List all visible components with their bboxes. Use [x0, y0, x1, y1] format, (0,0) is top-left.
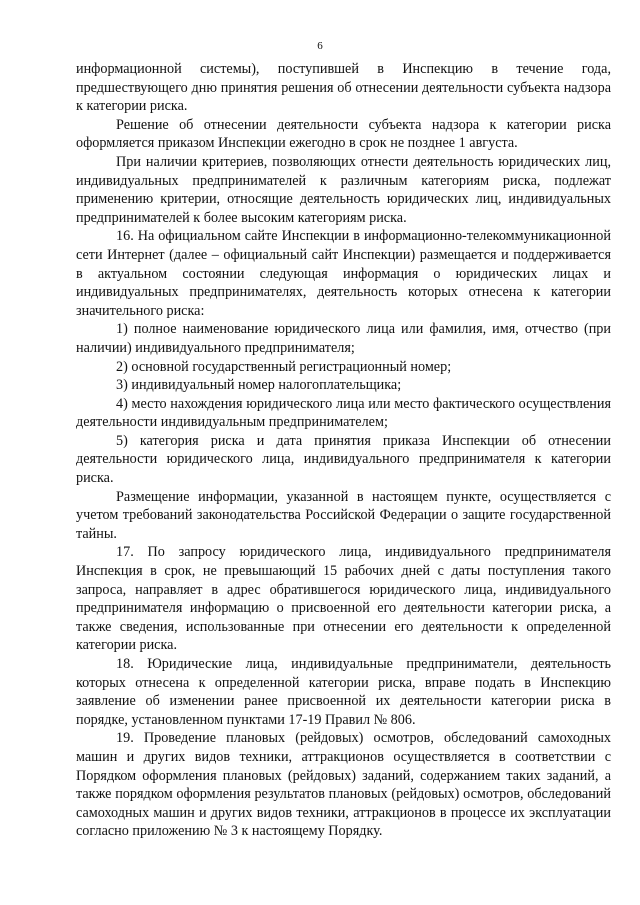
paragraph-risk-decision: Решение об отнесении деятельности субъекта надзора к категории риска оформляется приказом Инспекции ежегодно в срок не позднее 1 августа. — [76, 116, 611, 152]
list-item-4: 4) место нахождения юридического лица или место фактического осуществления деятельности индивидуальным предпринимателем; — [76, 395, 611, 431]
paragraph-17: 17. По запросу юридического лица, индивидуального предпринимателя Инспекция в срок, не превышающий 15 рабочих дней с даты поступления такого запроса, направляет в адрес обратившегося юридического лица, индивидуального предпринимателя информацию о присвоенной его деятельности категории риска, а также сведения, использованные при отнесении его деятельности к определенной категории риска. — [76, 544, 611, 654]
paragraph-risk-criteria: При наличии критериев, позволяющих отнести деятельность юридических лиц, индивидуальных предпринимателей к различным категориям риска, подлежат применению критерии, относящие деятельность юридических лиц, индивидуальных предпринимателей к более высоким категориям риска. — [76, 153, 611, 226]
paragraph-16: 16. На официальном сайте Инспекции в информационно-телекоммуникационной сети Интернет (далее – официальный сайт Инспекции) размещается и поддерживается в актуальном состоянии следующая информация о юридических лицах и индивидуальных предпринимателях, деятельность которых отнесена к категории значительного риска: — [76, 228, 611, 319]
document-body — [76, 60, 611, 841]
paragraph-continuation: информационной системы), поступившей в Инспекцию в течение года, предшествующего дню принятия решения об отнесении деятельности субъекта надзора к категории риска. — [76, 61, 611, 115]
paragraph-state-secret: Размещение информации, указанной в настоящем пункте, осуществляется с учетом требований законодательства Российской Федерации о защите государственной тайны. — [76, 488, 611, 542]
paragraph-18: 18. Юридические лица, индивидуальные предприниматели, деятельность которых отнесена к определенной категории риска, вправе подать в Инспекцию заявление об изменении ранее присвоенной их деятельности категории риска в порядке, установленном пунктами 17-19 Правил № 806. — [76, 656, 611, 728]
list-item-1: 1) полное наименование юридического лица или фамилия, имя, отчество (при наличии) индивидуального предпринимателя; — [76, 321, 611, 356]
list-item-3: 3) индивидуальный номер налогоплательщика; — [116, 377, 402, 394]
paragraph-19: 19. Проведение плановых (рейдовых) осмотров, обследований самоходных машин и других видов техники, аттракционов осуществляется в соответствии с Порядком оформления плановых (рейдовых) заданий, содержанием таких заданий, а также порядком оформления результатов плановых (рейдовых) осмотров, обследований самоходных машин и других видов техники, аттракционов в процессе их эксплуатации согласно приложению № 3 к настоящему Порядку. — [76, 730, 611, 840]
page-number: 6 — [317, 40, 323, 52]
list-item-2: 2) основной государственный регистрационный номер; — [116, 358, 452, 375]
list-item-5: 5) категория риска и дата принятия приказа Инспекции об отнесении деятельности юридического лица, индивидуального предпринимателя к категории риска. — [76, 432, 611, 487]
